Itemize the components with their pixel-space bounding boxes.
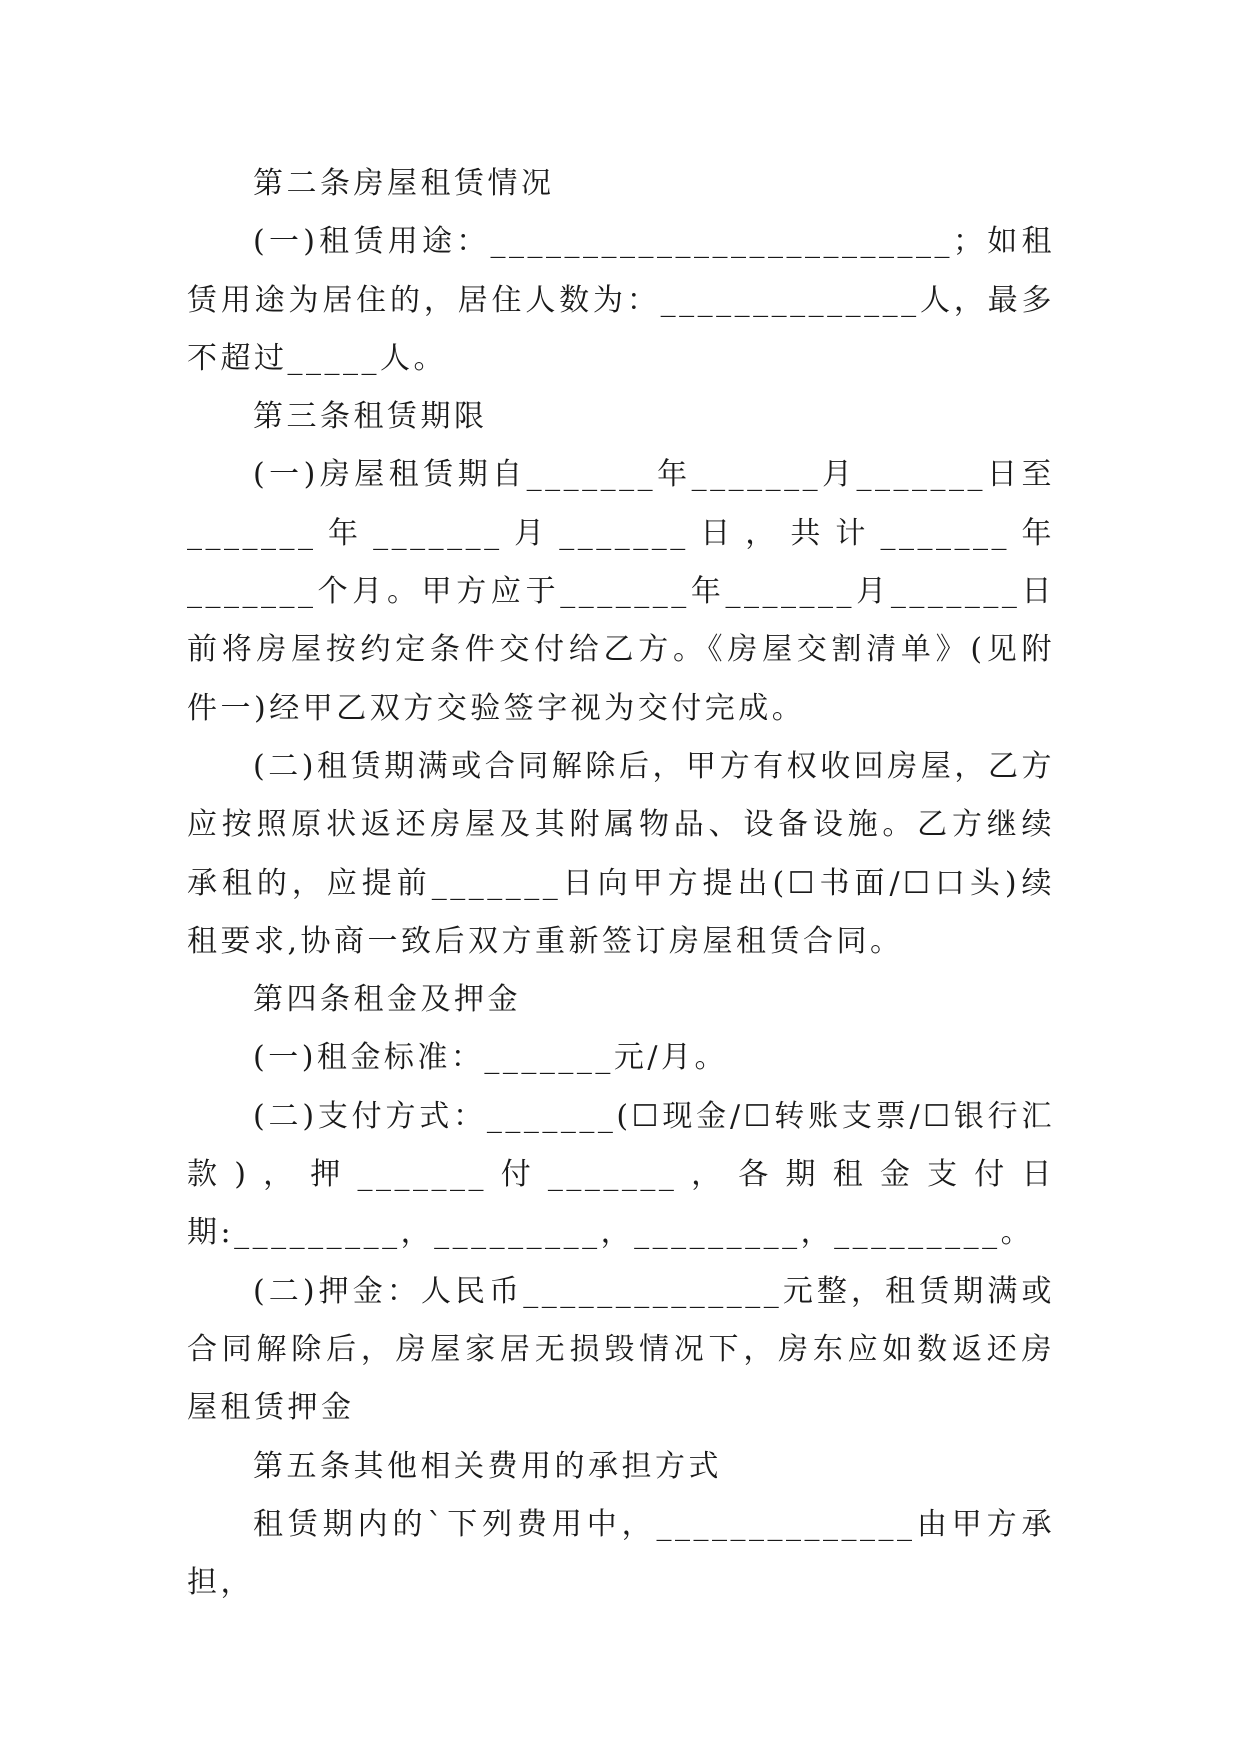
article-3-clause-1: (一)房屋租赁期自_______年_______月_______日至_______年_______月_______日，共计_______年_______个月。甲方应于_______年_______月_______日前将房屋按约定条件交付给乙方。《房屋交割清单》(见附件一)经甲乙双方交验签字视为交付完成。 xyxy=(187,457,1055,726)
article-3-clause-2: (二)租赁期满或合同解除后，甲方有权收回房屋，乙方应按照原状返还房屋及其附属物品、设备设施。乙方继续承租的，应提前_______日向甲方提出(☐书面/☐口头)续租要求,协商一致后双方重新签订房屋租赁合同。 xyxy=(187,748,1055,959)
article-4-clause-3: (二)押金：人民币______________元整，租赁期满或合同解除后，房屋家居无损毁情况下，房东应如数返还房屋租赁押金 xyxy=(187,1273,1055,1426)
document-page xyxy=(187,155,1055,1612)
article-5-heading: 第五条其他相关费用的承担方式 xyxy=(253,1448,722,1484)
article-5-clause-1: 租赁期内的`下列费用中，______________由甲方承担， xyxy=(187,1506,1055,1601)
article-4-clause-2: (二)支付方式：_______(☐现金/☐转账支票/☐银行汇款)，押_______付_______，各期租金支付日期:_________，_________，_________，_________。 xyxy=(187,1098,1055,1251)
article-4-heading: 第四条租金及押金 xyxy=(253,982,521,1018)
article-3-heading: 第三条租赁期限 xyxy=(253,399,488,435)
article-2-heading: 第二条房屋租赁情况 xyxy=(253,166,555,201)
article-4-clause-1: (一)租金标准：_______元/月。 xyxy=(253,1040,729,1076)
article-2-clause-1: (一)租赁用途：_________________________；如租赁用途为居住的，居住人数为：______________人，最多不超过_____人。 xyxy=(187,224,1055,376)
